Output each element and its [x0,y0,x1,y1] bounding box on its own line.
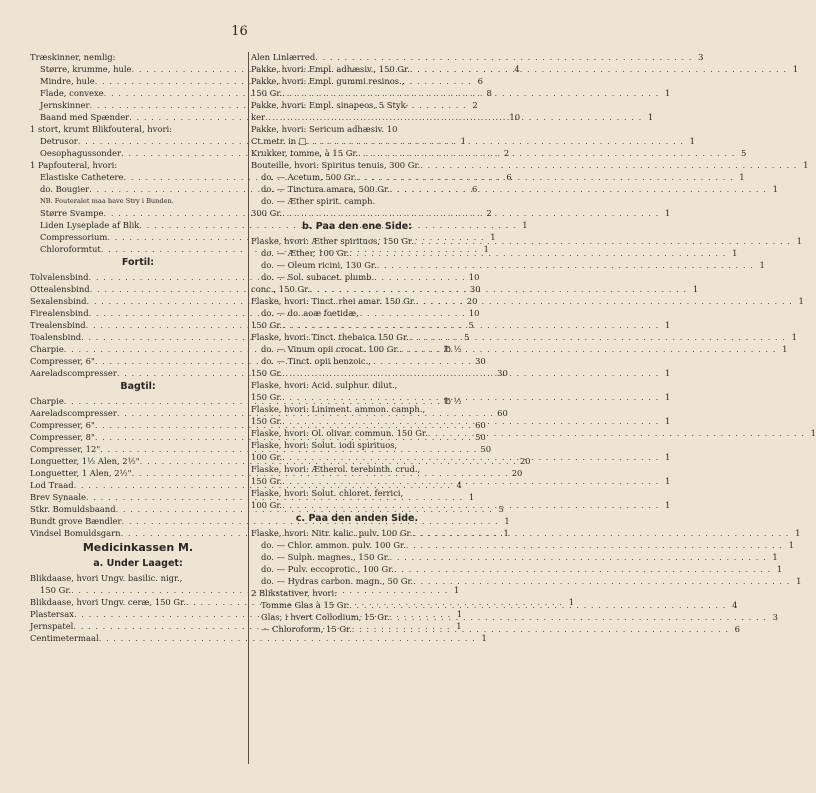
item-label: do. Bougier [40,184,90,194]
item-quantity: 30 [497,368,508,378]
item-label: Trealensbind [30,320,86,330]
dot-leader [377,259,754,271]
list-item [251,527,801,539]
item-quantity: 2 [472,100,478,110]
list-item [251,123,463,135]
item-quantity: 1 [759,260,765,270]
item-quantity: 1 [664,368,671,378]
item-label: 150 Gr. [251,320,283,330]
item-quantity: 60 [475,420,486,430]
item-quantity: 20 [511,468,523,478]
item-quantity: 10 [509,112,521,122]
item-quantity: 50 [475,432,486,442]
item-quantity: 1 [647,112,654,122]
dot-leader [282,415,659,427]
item-label: Flaske, hvori: Solut. chloret. ferrici, [251,488,404,498]
item-label: 2 Blikstativer, hvori: [251,588,338,598]
item-label: do. — Acetum, 500 Gr. [261,172,357,182]
item-label: Charpie [30,396,64,406]
list-item [251,587,463,599]
item-label: do. — Sol. subacet. plumb. [261,272,375,282]
item-label: Tomme Glas à 15 Gr. [261,600,350,610]
item-quantity: 1 [732,248,738,258]
list-item [251,195,463,207]
list-item [251,183,778,195]
item-quantity: 1 [664,500,671,510]
item-label: Tolvalensbind [30,272,89,282]
dot-leader [409,331,786,343]
item-label: Mindre, hule [40,76,95,86]
item-label: Større, krumme, hule [40,64,132,74]
dot-leader [352,623,729,635]
item-label: Alen Linlærred [251,52,316,62]
item-quantity: 1 [792,64,799,74]
dot-leader [282,207,659,219]
item-label: Blikdaase, hvori Ungv. basilic. nigr., [30,573,183,583]
item-label: Lod Traad [30,480,74,490]
item-label: Sexalensbind [30,296,87,306]
dot-leader [410,63,787,75]
dot-leader [399,343,776,355]
item-quantity: 5 [468,320,474,330]
list-item [251,207,671,219]
item-label: do. — Æther, 100 Gr. [261,248,350,258]
dot-leader [406,539,783,551]
item-label: Glas, i hvert Collodium, 15 Gr. [261,612,390,622]
item-quantity: 1 [803,160,809,170]
list-item [251,63,799,75]
item-quantity: 1 [810,428,816,438]
dot-leader [315,51,692,63]
item-label: 1 Papfouteral, hvori: [30,160,118,170]
dot-leader [414,235,791,247]
item-quantity: 1 [772,184,778,194]
item-quantity: 20 [466,296,478,306]
item-label: Baand med Spænder [40,112,130,122]
dot-leader [390,183,767,195]
list-item [251,563,783,575]
section-heading: Fortil: [121,257,155,268]
list-item [251,307,463,319]
item-label: Firealensbind [30,308,89,318]
item-quantity: 1 [483,244,489,254]
item-label: Plastersax [30,609,74,619]
item-label: do. — Tinct. opii benzoic., [261,356,371,366]
item-quantity: 1 [664,208,671,218]
item-quantity: 5 [498,504,504,514]
item-label: Flaske, hvori: Solut. iodi spirituos, [251,440,398,450]
item-label: Compresser, 6" [30,356,95,366]
item-label: Oesophagussonder [40,148,122,158]
item-quantity: 6 [472,184,478,194]
item-quantity: 1 [739,172,745,182]
item-label: Ct.metr. in □ [251,136,307,146]
item-quantity: 10 [468,308,480,318]
item-label: do. — do. aoæ foetidæ, [261,308,359,318]
item-label: 150 Gr. [251,476,283,486]
list-item [251,439,463,451]
item-quantity: 1 [772,552,778,562]
item-quantity: 1 [664,416,671,426]
dot-leader [358,147,735,159]
dot-leader [416,295,793,307]
item-label: 150 Gr. [251,368,283,378]
section-heading: b. Paa den ene Side: [302,221,412,232]
item-label: Vindsel Bomuldsgarn [30,528,121,538]
list-item [251,343,788,355]
item-quantity: 2 [486,208,492,218]
list-item [251,487,463,499]
list-item [251,539,794,551]
item-quantity: 1 [664,392,671,402]
item-quantity: 1 [664,88,671,98]
section-heading: a. Under Laaget: [93,558,183,569]
item-label: do. — Æther spirit. camph. [261,196,376,206]
item-label: Compresser, 8" [30,432,95,442]
page-number: 16 [231,24,248,39]
item-label: Jernskinner [40,100,90,110]
item-quantity: 1 [456,621,462,631]
item-label: Aareladscompresser [30,368,117,378]
item-label: Centimetermaal [30,633,99,643]
item-label: do. — Hydras carbon. magn., 50 Gr. [261,576,414,586]
item-quantity: 1 [796,576,802,586]
item-quantity: ℔ ½ [444,344,462,354]
item-label: 1 stort, krumt Blikfouteral, hvori: [30,124,172,134]
column-divider [248,52,249,764]
list-item [251,499,671,511]
dot-leader [349,247,726,259]
item-label: Ottealensbind [30,284,90,294]
item-label: do. — Sulph. magnes., 150 Gr. [261,552,390,562]
item-quantity: 50 [480,444,492,454]
item-label: do. — Pulv. eccoprotic., 100 Gr. [261,564,394,574]
item-quantity: 1 [503,528,509,538]
item-label: 150 Gr. [251,392,283,402]
list-item [251,235,802,247]
dot-leader [413,575,790,587]
item-quantity: 1 [788,540,794,550]
item-label: Brev Synaale [30,492,86,502]
item-quantity: 4 [732,600,738,610]
dot-leader [282,499,659,511]
item-label: do. — Chlor. ammon. pulv. 100 Gr. [261,540,406,550]
list-item [251,171,745,183]
item-quantity: 2 [503,148,510,158]
item-label: Pakke, hvori: Empl. adhæsiv., 150 Gr. [251,64,410,74]
item-quantity: 60 [497,408,508,418]
dot-leader [282,475,659,487]
item-label: Flaske, hvori: Ol. olivar. commun. 150 Gr. [251,428,428,438]
item-quantity: 1 [798,296,804,306]
dot-leader [265,111,642,123]
list-item [251,391,671,403]
dot-leader [282,319,659,331]
list-item [251,319,671,331]
item-quantity: 1 [692,284,699,294]
item-quantity: 8 [486,88,492,98]
dot-leader [307,135,684,147]
list-item [251,159,809,171]
item-label: Flaske, hvori: Æther spirituos, 150 Gr. [251,236,414,246]
item-label: Flaske, hvori: Liniment. ammon. camph., [251,404,426,414]
list-item [251,75,463,87]
item-label: — Chloroform, 15 Gr. [261,624,352,634]
dot-leader [428,427,805,439]
list-item [251,355,463,367]
item-label: Longuetter, 1 Alen, 2½" [30,468,132,478]
item-label: 300 Gr. [251,208,283,218]
item-quantity: 1 [782,344,788,354]
dot-leader [282,367,659,379]
item-quantity: 4 [456,480,462,490]
item-quantity: 5 [463,332,470,342]
item-label: Detrusor [40,136,78,146]
item-label: Longuetter, 1½ Alen, 2½" [30,456,140,466]
item-label: Flaske, hvori: Ætherol. terebinth. crud., [251,464,421,474]
item-label: Flaske, hvori: Tinct. rhei amar. 150 Gr. [251,296,416,306]
dot-leader [310,283,687,295]
item-quantity: 1 [796,236,802,246]
item-quantity: ℔ ½ [444,396,462,406]
item-label: Stkr. Bomuldsbaand [30,504,116,514]
item-label: 150 Gr. [251,88,283,98]
dot-leader [349,599,726,611]
item-quantity: 1 [791,332,797,342]
item-quantity: 1 [460,136,466,146]
list-item [30,632,487,644]
item-quantity: 1 [568,597,575,607]
item-label: Liden Lyseplade af Blik [40,220,140,230]
item-quantity: 20 [519,456,531,466]
item-label: Pakke, hvori: Empl. gummi resinos., [251,76,405,86]
item-quantity: 3 [698,52,704,62]
item-label: Krukker, tomme, à 15 Gr. [251,148,359,158]
item-label: Charpie [30,344,64,354]
item-label: Træskinner, nemlig: [30,52,116,62]
item-label: Pakke, hvori: Empl. sinapeos, 5 Styk- [251,100,409,110]
item-quantity: 4 [514,64,520,74]
item-label: do. — Vinum opii crocat. 100 Gr. [261,344,400,354]
list-note: NB. Fouteralet maa have Stry i Bunden. [40,197,174,205]
list-item [30,572,246,584]
item-quantity: 30 [469,284,481,294]
list-item [251,51,704,63]
list-item [251,99,463,111]
item-quantity: 1 [504,516,510,526]
item-label: Compressorium [40,232,108,242]
item-quantity: 1 [490,232,496,242]
item-quantity: 3 [772,612,778,622]
dot-leader [390,611,767,623]
item-label: Flaske, hvori: Tinct. thebaica 150 Gr. [251,332,409,342]
section-heading: c. Paa den anden Side. [295,513,419,524]
list-item [251,623,740,635]
item-label: Pakke, hvori: Sericum adhæsiv. 10 [251,124,398,134]
item-label: do. — Oleum ricini, 130 Gr. [261,260,377,270]
item-label: ker [251,112,266,122]
item-label: Compresser, 12" [30,444,101,454]
item-quantity: 1 [468,492,475,502]
list-item [251,611,778,623]
item-quantity: 1 [522,220,528,230]
item-quantity: 1 [664,452,671,462]
list-item [251,475,671,487]
item-quantity: 1 [689,136,695,146]
item-label: Jernspatel [30,621,74,631]
list-item [251,575,802,587]
item-label: Blikdaase, hvori Ungv. ceræ, 150 Gr. [30,597,186,607]
item-label: Chloroformtut [40,244,101,254]
item-label: Flaske, hvori: Acid. sulphur. dilut., [251,380,398,390]
dot-leader [282,391,659,403]
item-label: Flaske, hvori: Nitr. kalic. pulv. 100 Gr. [251,528,413,538]
item-label: Compresser, 6" [30,420,95,430]
list-item [251,247,738,259]
list-item [251,551,778,563]
item-quantity: 1 [776,564,783,574]
item-quantity: 30 [475,356,486,366]
list-item [30,123,246,135]
item-quantity: 1 [664,320,671,330]
list-item [251,379,463,391]
list-item [251,147,747,159]
dot-leader [412,527,789,539]
dot-leader [282,451,659,463]
item-label: 100 Gr. [251,500,283,510]
item-quantity: 1 [795,528,801,538]
list-item [251,87,671,99]
list-item [30,51,246,63]
item-label: Toalensbind [30,332,82,342]
item-label: 150 Gr. [251,416,283,426]
item-quantity: 1 [456,609,463,619]
list-item [251,331,797,343]
item-label: do. — Tinctura amara, 500 Gr. [261,184,390,194]
list-item [251,599,738,611]
list-item [251,135,695,147]
list-item [251,271,463,283]
dot-leader [282,87,659,99]
item-label: Bouteille, hvori: Spiritus tenuis, 300 Gr. [251,160,421,170]
dot-leader [394,563,771,575]
dot-leader [390,551,767,563]
section-heading: Medicinkassen M. [82,541,194,554]
list-item [251,427,816,439]
item-label: Aareladscompresser [30,408,117,418]
item-quantity: 1 [481,633,487,643]
item-label: Større Svampe [40,208,104,218]
list-item [30,159,246,171]
item-quantity: 1 [664,476,671,486]
item-label: 150 Gr. [40,585,72,595]
item-quantity: 1 [453,585,460,595]
dot-leader [356,171,733,183]
list-item [251,403,463,415]
item-label: Flade, convexe [40,88,104,98]
section-heading: Bagtil: [120,381,156,392]
item-quantity: 6 [477,76,483,86]
dot-leader [420,159,797,171]
item-quantity: 10 [468,272,480,282]
item-label: conc., 150 Gr. [251,284,310,294]
item-label: Bundt grove Bændler [30,516,122,526]
item-label: 100 Gr. [251,452,283,462]
item-quantity: 5 [741,148,747,158]
item-quantity: 6 [734,624,740,634]
item-label: Elastiske Cathetere [40,172,124,182]
list-item [251,259,765,271]
list-item [251,463,463,475]
item-quantity: 6 [506,172,512,182]
